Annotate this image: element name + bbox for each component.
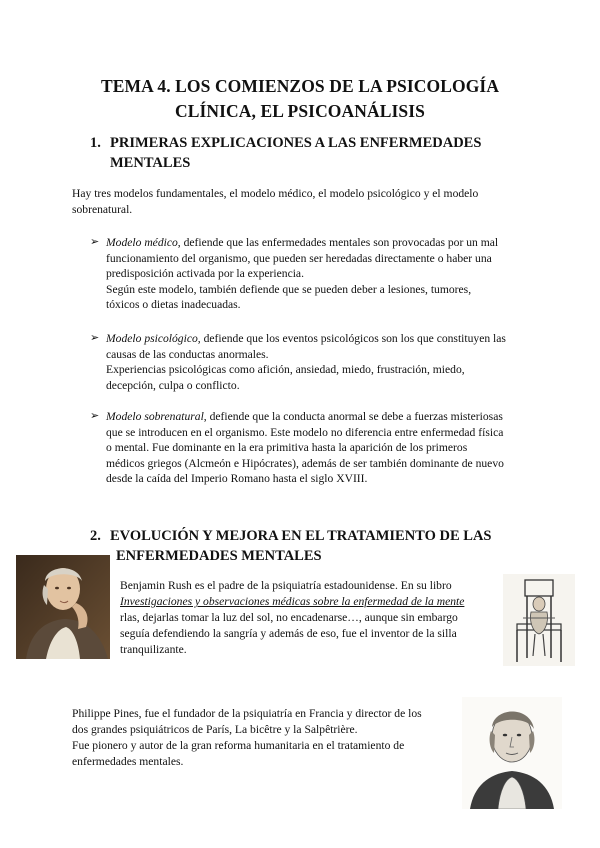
title-line-2: CLÍNICA, EL PSICOANÁLISIS [174, 101, 425, 121]
title-line-1: TEMA 4. LOS COMIENZOS DE LA PSICOLOGÍA [100, 76, 500, 96]
bullet-term: Modelo psicológico, [106, 332, 201, 345]
section-2-line-2: ENFERMEDADES MENTALES [116, 548, 322, 564]
section-1-line-1: PRIMERAS EXPLICACIONES A LAS ENFERMEDADES [110, 135, 482, 151]
tranquilizing-chair-illustration [503, 574, 575, 666]
section-2-line-1: EVOLUCIÓN Y MEJORA EN EL TRATAMIENTO DE LAS [110, 528, 492, 544]
document-page: TEMA 4. LOS COMIENZOS DE LA PSICOLOGÍA CLÍNICA, EL PSICOANÁLISIS 1. PRIMERAS EXPLICACIONES A LAS ENFERMEDADES MENTALES Hay tres modelos fundamentales, el modelo médico, el modelo psicológico y el modelo sobrenatural. ➢ Modelo médico, defiende que las enfermedades mentales son provocadas por un mal funcionamiento del organismo, que pueden ser heredadas directamente o haber una predisposición activada por la experiencia. Según este modelo, también defiende que se pueden deber a lesiones, tumores, tóxicos o dietas inadecuadas. ➢ Modelo psicológico, defiende que los eventos psicológicos son los que constituyen las causas de las conductas anormales. Experiencias psicológicas como afición, ansiedad, miedo, frustración, miedo, decepción, culpa o conflicto. ➢ Modelo sobrenatural, defiende que la conducta anormal se debe a fuerzas misteriosas que se introducen en el organismo. Este modelo no diferencia entre enfermedad física o mental. Fue dominante en la era primitiva hasta la aparición de los primeros médicos griegos (Alcmeón e Hipócrates), además de ser también dominante de nuevo desde la caída del Imperio Romano hasta el siglo XVIII. 2. EVOLUCIÓN Y MEJORA EN EL TRATAMIENTO DE LAS ENFERMEDADES MENTALES Benjamin Rush es el padre de la psiquiatría estadounidense. En su libro Investigaciones y observaciones médicas sobre la enfermedad de la mente rlas, dejarlas tomar la luz del sol, no encadenarse…, aunque sin embargo seguía defendiendo la sangría y además de eso, fue el inventor de la silla tranquilizante. Philippe Pines, fue el fundador de la psiquiatría en Francia y director de los dos grandes psiquiátricos de París, La bicêtre y la Salpêtrière. Fue pionero y autor de la gran reforma humanitaria en el tratamiento de enfermedades mentales. [0, 0, 600, 848]
bullet-term: Modelo médico [106, 236, 178, 249]
rush-paragraph: Benjamin Rush es el padre de la psiquiatría estadounidense. En su libro Investigaciones y observaciones médicas sobre la enfermedad de la mente rlas, dejarlas tomar la luz del sol, no encadenarse…, aunque sin embargo seguía defendiendo la sangría y además de eso, fue el inventor de la silla tranquilizante. [120, 579, 465, 656]
rush-book-title: Investigaciones y observaciones médicas sobre la enfermedad de la mente [120, 595, 465, 608]
section-1-line-2: MENTALES [110, 155, 191, 171]
section-1-number: 1. [90, 135, 101, 151]
intro-line-2: sobrenatural. [72, 203, 133, 216]
intro-paragraph [72, 186, 478, 218]
bullet-arrow-icon: ➢ [90, 410, 100, 422]
section-2-number: 2. [90, 528, 101, 544]
bullet-arrow-icon: ➢ [90, 332, 100, 344]
intro-line-1: Hay tres modelos fundamentales, el modelo médico, el modelo psicológico y el modelo [72, 187, 479, 200]
benjamin-rush-portrait [16, 555, 110, 659]
bullet-arrow-icon: ➢ [90, 236, 100, 248]
philippe-pinel-portrait [462, 697, 562, 809]
bullet-term: Modelo sobrenatural [106, 410, 204, 423]
document-title [60, 74, 540, 124]
pinel-paragraph: Philippe Pines, fue el fundador de la psiquiatría en Francia y director de los dos grandes psiquiátricos de París, La bicêtre y la Salpêtrière. Fue pionero y autor de la gran reforma humanitaria en el tratamiento de enfermedades mentales. [72, 707, 422, 768]
